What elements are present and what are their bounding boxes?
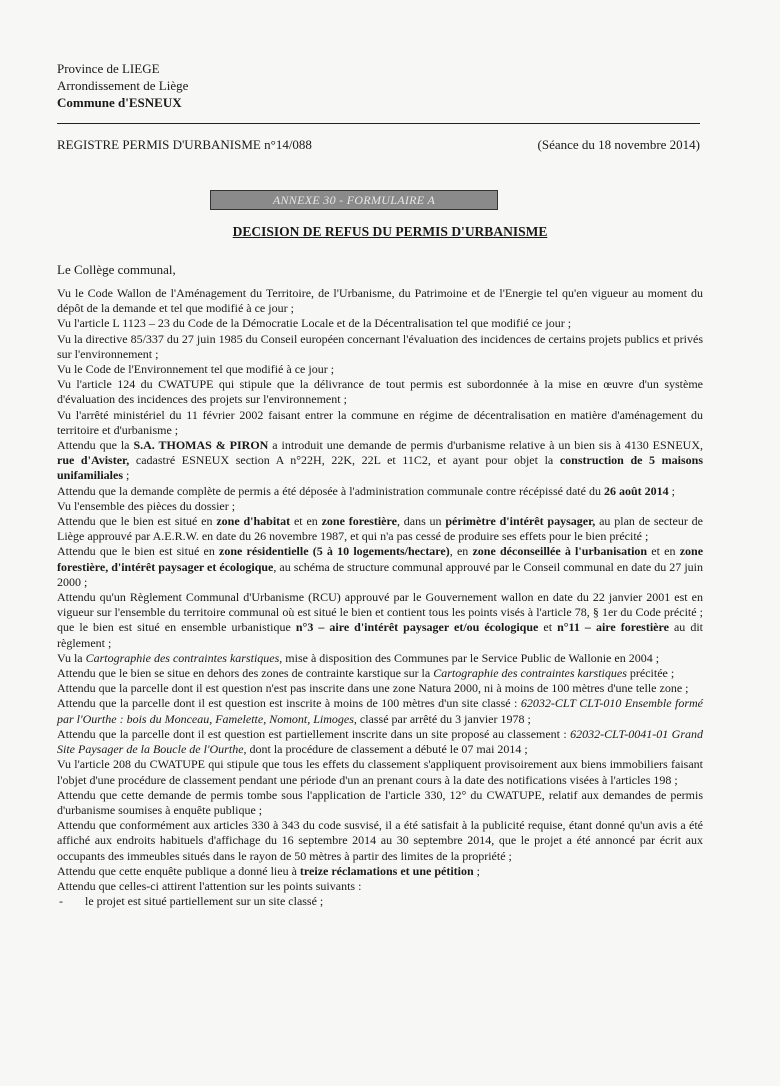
decision-body [57, 286, 703, 909]
bullet-dash: - [59, 894, 63, 909]
commune-line: Commune d'ESNEUX [57, 95, 182, 110]
paragraph-code-environnement: Vu le Code de l'Environnement tel que modifié à ce jour ; [57, 362, 335, 377]
paragraph-pieces: Vu l'ensemble des pièces du dossier ; [57, 498, 236, 513]
paragraph-natura-2000: Attendu que la parcelle dont il est question n'est pas inscrite dans une zone Natura 2000, ni à moins de 100 mètres d'une telle zone ; [57, 681, 689, 696]
paragraph-enquete: Attendu que cette enquête publique a donné lieu à treize réclamations et une pétition ; [57, 863, 480, 878]
paragraph-rcu: Attendu qu'un Règlement Communal d'Urbanisme (RCU) approuvé par le Gouvernement wallon en date du 22 janvier 2001 est en vigueur sur l'ensemble du territoire communal où est situé le bien et contient tous les points visés à l'article 78, § 1er du Code précité ; que le bien est situé en ensemble urbanistique n°3 – aire d'intérêt paysager et/ou écologique et n°11 – aire forestière au dit règlement ; [57, 590, 703, 650]
paragraph-karstique: Attendu que le bien se situe en dehors des zones de contrainte karstique sur la Cartographie des contraintes karstiques précitée ; [57, 666, 675, 681]
paragraph-plan-secteur: Attendu que le bien est situé en zone d'habitat et en zone forestière, dans un périmètre d'intérêt paysager, au plan de secteur de Liège approuvé par A.E.R.W. en date du 26 novembre 1987, et qui n'a pas cessé de produire ses effets pour le bien précité ; [57, 514, 703, 544]
arrondissement-line: Arrondissement de Liège [57, 78, 189, 93]
document-title: DECISION DE REFUS DU PERMIS D'URBANISME [232, 224, 548, 239]
paragraph-l1123: Vu l'article L 1123 – 23 du Code de la Démocratie Locale et de la Décentralisation tel que modifié ce jour ; [57, 316, 572, 331]
paragraph-arrete-ministeriel: Vu l'arrêté ministériel du 11 février 2002 faisant entrer la commune en régime de décentralisation en matière d'aménagement du territoire et d'urbanisme ; [57, 407, 703, 437]
registre-number: REGISTRE PERMIS D'URBANISME n°14/088 [57, 137, 312, 152]
paragraph-site-propose: Attendu que la parcelle dont il est question est partiellement inscrite dans un site proposé au classement : 62032-CLT-0041-01 Grand Site Paysager de la Boucle de l'Ourthe, dont la procédure de classement a débuté le 07 mai 2014 ; [57, 726, 704, 757]
college-salutation: Le Collège communal, [57, 262, 176, 277]
paragraph-site-classe: Attendu que la parcelle dont il est question est inscrite à moins de 100 mètres d'un site classé : 62032-CLT CLT-010 Ensemble formé par l'Ourthe : bois du Monceau, Famelette, Nomont, Limoges, classé par arrêté du 3 janvier 1978 ; [57, 696, 703, 726]
letterhead [57, 60, 188, 111]
seance-date: (Séance du 18 novembre 2014) [537, 137, 700, 152]
paragraph-article-208: Vu l'article 208 du CWATUPE qui stipule que tous les effets du classement s'appliquent provisoirement aux biens immobiliers faisant l'objet d'une procédure de classement pendant une période d'un an prenant cours à la date des notifications visées à l'articles 198 ; [57, 757, 703, 787]
paragraph-publicite: Attendu que conformément aux articles 330 à 343 du code susvisé, il a été satisfait à la publicité requise, étant donné qu'un avis a été affiché aux endroits habituels d'affichage du 16 septembre 2014 au 30 septembre 2014, que le projet a été annoncé par écrit aux occupants des immeubles situés dans le rayon de 50 mètres à partir des limites de la propriété ; [57, 818, 703, 863]
header-divider [57, 123, 700, 124]
paragraph-cwatupe: Vu le Code Wallon de l'Aménagement du Territoire, de l'Urbanisme, du Patrimoine et de l'Energie tel qu'en vigueur au moment du dépôt de la demande et tel que modifié à ce jour ; [57, 286, 703, 316]
registre-line [57, 137, 700, 153]
province-line: Province de LIEGE [57, 61, 160, 76]
paragraph-schema-structure: Attendu que le bien est situé en zone résidentielle (5 à 10 logements/hectare), en zone déconseillée à l'urbanisation et en zone forestière, d'intérêt paysager et écologique, au schéma de structure communal approuvé par le Conseil communal en date du 27 juin 2000 ; [57, 544, 704, 589]
paragraph-article-330: Attendu que cette demande de permis tombe sous l'application de l'article 330, 12° du CWATUPE, relatif aux demandes de permis d'urbanisme soumises à enquête publique ; [57, 787, 703, 817]
paragraph-article-124: Vu l'article 124 du CWATUPE qui stipule que la délivrance de tout permis est subordonnée à la mise en œuvre d'un système d'évaluation des incidences des projets sur l'environnement ; [57, 377, 703, 407]
paragraph-directive: Vu la directive 85/337 du 27 juin 1985 du Conseil européen concernant l'évaluation des incidences de certains projets publics et privés sur l'environnement ; [57, 331, 703, 361]
paragraph-demande: Attendu que la S.A. THOMAS & PIRON a introduit une demande de permis d'urbanisme relative à un bien sis à 4130 ESNEUX, rue d'Avister, cadastré ESNEUX section A n°22H, 22K, 22L et 11C2, et ayant pour objet la construction de 5 maisons unifamiliales ; [57, 438, 704, 483]
paragraph-depot: Attendu que la demande complète de permis a été déposée à l'administration communale contre récépissé daté du 26 août 2014 ; [57, 483, 675, 498]
annexe-banner: ANNEXE 30 - FORMULAIRE A [210, 190, 498, 210]
list-item [57, 894, 703, 909]
bullet-text: le projet est situé partiellement sur un site classé ; [85, 894, 324, 909]
paragraph-cartographie: Vu la Cartographie des contraintes karstiques, mise à disposition des Communes par le Service Public de Wallonie en 2004 ; [57, 650, 660, 665]
paragraph-points: Attendu que celles-ci attirent l'attention sur les points suivants : [57, 878, 362, 893]
